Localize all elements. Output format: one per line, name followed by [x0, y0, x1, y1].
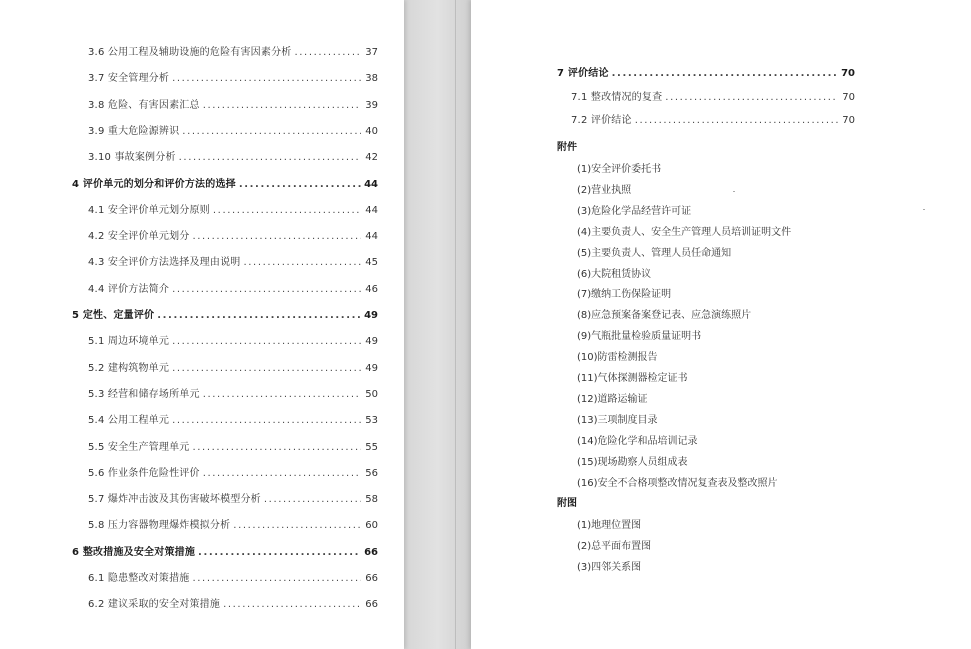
toc-entry-page-number: 38 — [365, 73, 378, 85]
toc-leader-dots — [192, 442, 361, 453]
toc-entry[interactable] — [88, 438, 378, 453]
toc-entry-title: 6.2 建议采取的安全对策措施 — [88, 599, 221, 611]
toc-entry[interactable] — [88, 490, 378, 505]
toc-entry-page-number: 40 — [365, 125, 378, 137]
toc-leader-dots — [192, 573, 361, 584]
toc-leader-dots — [233, 520, 361, 531]
toc-leader-dots — [198, 547, 361, 558]
attachment-item: (3)危险化学品经营许可证 — [577, 205, 692, 217]
toc-leader-dots — [294, 47, 361, 58]
toc-entry-title: 7 评价结论 — [557, 68, 609, 79]
toc-entry-title: 6.1 隐患整改对策措施 — [88, 573, 190, 584]
toc-entry-page-number: 49 — [365, 336, 378, 348]
toc-leader-dots — [213, 205, 361, 216]
toc-entry-page-number: 55 — [365, 441, 378, 453]
toc-entry-title: 4 评价单元的划分和评价方法的选择 — [72, 178, 236, 190]
toc-entry-page-number: 39 — [365, 99, 378, 111]
toc-entry-title: 4.3 安全评价方法选择及理由说明 — [88, 257, 241, 269]
toc-entry-page-number: 70 — [842, 91, 855, 103]
figures-heading: 附图 — [557, 498, 577, 509]
toc-entry[interactable] — [88, 253, 378, 268]
toc-list-left — [0, 0, 404, 649]
toc-entry-page-number: 66 — [364, 546, 378, 558]
toc-entry[interactable] — [88, 595, 378, 610]
toc-entry-page-number: 60 — [365, 520, 378, 532]
toc-entry-title: 5.1 周边环境单元 — [88, 336, 170, 348]
figure-item: (1)地理位置图 — [577, 520, 642, 531]
toc-entry-title: 3.7 安全管理分析 — [88, 73, 170, 85]
toc-entry-title: 4.2 安全评价单元划分 — [88, 231, 190, 243]
toc-entry[interactable] — [88, 411, 378, 426]
attachment-item: (7)缴纳工伤保险证明 — [577, 289, 672, 301]
toc-leader-dots — [192, 231, 361, 242]
toc-entry-title: 5.3 经营和储存场所单元 — [88, 388, 200, 400]
toc-entry[interactable] — [88, 201, 378, 216]
toc-entry[interactable] — [571, 88, 855, 103]
toc-entry-title: 7.2 评价结论 — [571, 115, 632, 126]
toc-entry[interactable] — [88, 332, 378, 347]
toc-entry-title: 5.8 压力容器物理爆炸模拟分析 — [88, 520, 231, 532]
toc-entry-title: 3.6 公用工程及辅助设施的危险有害因素分析 — [88, 47, 292, 58]
toc-entry[interactable] — [88, 280, 378, 295]
toc-leader-dots — [264, 494, 361, 505]
toc-leader-dots — [172, 336, 361, 347]
attachment-item: (16)安全不合格项整改情况复查表及整改照片 — [577, 477, 778, 489]
toc-entry[interactable] — [557, 64, 855, 79]
toc-entry-title: 4.4 评价方法简介 — [88, 283, 170, 295]
toc-leader-dots — [203, 100, 361, 111]
toc-entry-title: 6 整改措施及安全对策措施 — [72, 546, 196, 558]
attachment-item: (11)气体探测器检定证书 — [577, 373, 688, 384]
attachments-heading: 附件 — [557, 142, 577, 153]
toc-entry[interactable] — [88, 96, 378, 111]
toc-entry-title: 3.9 重大危险源辨识 — [88, 125, 180, 137]
attachment-item: (15)现场勘察人员组成表 — [577, 456, 688, 468]
toc-leader-dots — [172, 284, 361, 295]
page-gap — [404, 0, 471, 649]
attachment-item: (1)安全评价委托书 — [577, 164, 662, 175]
toc-entry-page-number: 66 — [365, 573, 378, 584]
toc-entry-title: 5.2 建构筑物单元 — [88, 362, 170, 374]
attachment-item: (4)主要负责人、安全生产管理人员培训证明文件 — [577, 226, 792, 238]
toc-entry[interactable] — [88, 359, 378, 374]
toc-entry[interactable] — [88, 385, 378, 400]
attachment-item: (13)三项制度目录 — [577, 414, 658, 426]
toc-entry[interactable] — [88, 569, 378, 584]
toc-entry-page-number: 37 — [365, 47, 378, 58]
attachment-item: (10)防雷检测报告 — [577, 352, 658, 364]
toc-entry-page-number: 70 — [842, 115, 855, 126]
page-divider — [455, 0, 456, 649]
toc-entry-page-number: 44 — [365, 231, 378, 243]
toc-entry-title: 5 定性、定量评价 — [72, 310, 155, 321]
toc-leader-dots — [665, 92, 838, 103]
toc-list-right — [471, 0, 971, 649]
toc-leader-dots — [239, 179, 361, 190]
attachment-item: (6)大院租赁协议 — [577, 268, 652, 280]
figure-item: (3)四邻关系图 — [577, 562, 642, 574]
toc-entry-page-number: 53 — [365, 415, 378, 427]
toc-entry-page-number: 46 — [365, 283, 378, 295]
toc-entry[interactable] — [72, 543, 378, 558]
toc-page-right — [471, 0, 971, 649]
figure-item: (2)总平面布置图 — [577, 541, 652, 553]
toc-entry-page-number: 66 — [365, 599, 378, 611]
toc-entry-title: 5.5 安全生产管理单元 — [88, 441, 190, 453]
toc-leader-dots — [203, 468, 361, 479]
toc-leader-dots — [223, 599, 361, 610]
toc-leader-dots — [172, 73, 361, 84]
toc-leader-dots — [182, 126, 361, 137]
toc-entry-page-number: 42 — [365, 152, 378, 164]
toc-entry-page-number: 49 — [364, 310, 378, 321]
toc-entry-title: 4.1 安全评价单元划分原则 — [88, 204, 210, 216]
attachment-item: (9)气瓶批量检验质量证明书 — [577, 331, 702, 343]
toc-entry-page-number: 45 — [365, 257, 378, 269]
toc-entry-page-number: 44 — [365, 204, 378, 216]
toc-entry-page-number: 49 — [365, 362, 378, 374]
toc-entry-page-number: 70 — [841, 68, 855, 79]
toc-entry[interactable] — [72, 175, 378, 190]
toc-leader-dots — [635, 115, 838, 126]
toc-leader-dots — [172, 363, 361, 374]
toc-leader-dots — [203, 389, 361, 400]
toc-entry-page-number: 56 — [365, 467, 378, 479]
attachment-item: (5)主要负责人、管理人员任命通知 — [577, 247, 732, 259]
toc-entry[interactable] — [88, 43, 378, 58]
scan-speck — [923, 209, 925, 210]
attachment-item: (12)道路运输证 — [577, 393, 648, 405]
toc-entry-page-number: 58 — [365, 494, 378, 506]
toc-entry-title: 7.1 整改情况的复查 — [571, 91, 663, 103]
scan-speck — [733, 191, 735, 192]
toc-entry[interactable] — [571, 111, 855, 126]
toc-leader-dots — [179, 152, 361, 163]
attachment-item: (2)营业执照 — [577, 184, 632, 196]
toc-entry[interactable] — [88, 227, 378, 242]
toc-entry[interactable] — [72, 306, 378, 321]
toc-entry-title: 3.10 事故案例分析 — [88, 152, 176, 164]
toc-entry-title: 5.4 公用工程单元 — [88, 415, 170, 427]
toc-entry[interactable] — [88, 148, 378, 163]
toc-page-left — [0, 0, 404, 649]
attachment-item: (14)危险化学和品培训记录 — [577, 435, 698, 447]
toc-entry[interactable] — [88, 464, 378, 479]
toc-entry-page-number: 44 — [364, 178, 378, 190]
toc-entry-title: 5.6 作业条件危险性评价 — [88, 467, 200, 479]
toc-entry-title: 3.8 危险、有害因素汇总 — [88, 99, 200, 111]
toc-entry[interactable] — [88, 516, 378, 531]
toc-entry-title: 5.7 爆炸冲击波及其伤害破坏模型分析 — [88, 494, 261, 506]
toc-leader-dots — [243, 257, 361, 268]
toc-leader-dots — [172, 415, 361, 426]
toc-leader-dots — [157, 310, 361, 321]
toc-leader-dots — [612, 68, 838, 79]
toc-entry-page-number: 50 — [365, 388, 378, 400]
toc-entry[interactable] — [88, 69, 378, 84]
attachment-item: (8)应急预案备案登记表、应急演练照片 — [577, 310, 752, 322]
toc-entry[interactable] — [88, 122, 378, 137]
